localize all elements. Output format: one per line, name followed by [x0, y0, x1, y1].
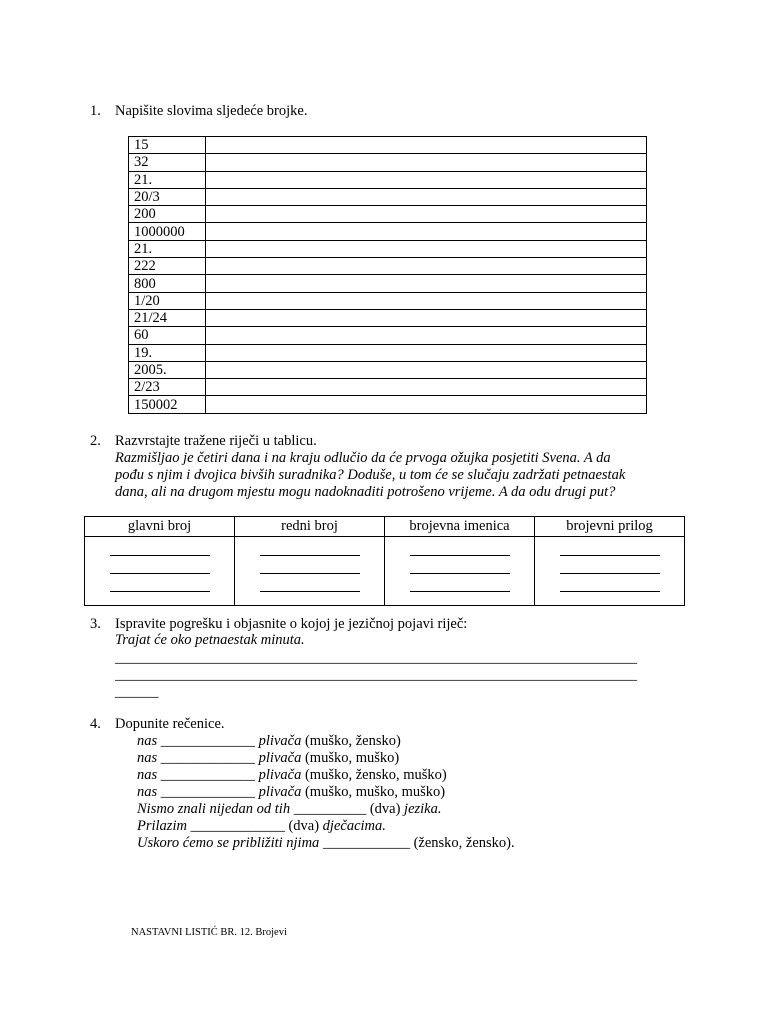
- column-header-brojevna-imenica: brojevna imenica: [385, 517, 535, 537]
- answer-cell[interactable]: [206, 188, 647, 205]
- answer-blank[interactable]: [410, 560, 510, 574]
- number-cell: 1000000: [129, 223, 206, 240]
- number-cell: 1/20: [129, 292, 206, 309]
- sentence-part: (muško, muško): [301, 750, 400, 766]
- answer-blank[interactable]: [110, 560, 210, 574]
- number-cell: 60: [129, 327, 206, 344]
- fill-in-sentence: [137, 733, 401, 750]
- answer-blank[interactable]: _____________: [157, 767, 259, 783]
- sentence-part: plivača: [258, 733, 302, 749]
- table-row: [129, 206, 647, 223]
- answer-cell[interactable]: [206, 309, 647, 326]
- number-cell: 150002: [129, 396, 206, 413]
- answer-blank[interactable]: [560, 560, 660, 574]
- table-row: [129, 344, 647, 361]
- sentence-part: Nismo znali nijedan od tih: [137, 801, 291, 817]
- answer-line[interactable]: ________________________________________________________________________: [115, 667, 637, 683]
- question-4-instruction: Dopunite rečenice.: [115, 716, 225, 732]
- number-cell: 21.: [129, 171, 206, 188]
- answer-blank[interactable]: [560, 578, 660, 592]
- table-row: [129, 188, 647, 205]
- answer-cell[interactable]: [206, 275, 647, 292]
- fill-in-sentence: [137, 750, 399, 767]
- answer-blank[interactable]: [410, 578, 510, 592]
- number-cell: 2005.: [129, 361, 206, 378]
- answer-line[interactable]: ________________________________________________________________________: [115, 650, 637, 666]
- sentence-part: jezika.: [404, 801, 442, 817]
- table-row: [129, 396, 647, 413]
- answer-cell[interactable]: [206, 171, 647, 188]
- answer-blank[interactable]: ____________ (žensko, žensko).: [319, 835, 515, 851]
- table-row: [129, 309, 647, 326]
- footer-label: NASTAVNI LISTIĆ BR. 12. Brojevi: [131, 927, 287, 938]
- sentence-part: nas: [137, 750, 158, 766]
- question-2-instruction: Razvrstajte tražene riječi u tablicu.: [115, 433, 317, 449]
- column-header-brojevni-prilog: brojevni prilog: [535, 517, 685, 537]
- answer-cell[interactable]: [85, 537, 235, 606]
- answer-blank[interactable]: [260, 578, 360, 592]
- number-cell: 32: [129, 154, 206, 171]
- fill-in-sentence: [137, 835, 515, 852]
- answer-blank[interactable]: [110, 542, 210, 556]
- question-2-text-line: pođu s njim i dvojica bivših suradnika? Doduše, u tom će se slučaju zadržati petnaestak: [115, 467, 626, 483]
- column-header-glavni-broj: glavni broj: [85, 517, 235, 537]
- answer-cell[interactable]: [206, 223, 647, 240]
- answer-blank[interactable]: [110, 578, 210, 592]
- column-header-redni-broj: redni broj: [235, 517, 385, 537]
- answer-blank[interactable]: [260, 560, 360, 574]
- number-cell: 800: [129, 275, 206, 292]
- number-cell: 21/24: [129, 309, 206, 326]
- table-row: [129, 292, 647, 309]
- question-2-text-line: Razmišljao je četiri dana i na kraju odlučio da će prvoga ožujka posjetiti Svena. A da: [115, 450, 611, 466]
- answer-cell[interactable]: [535, 537, 685, 606]
- sentence-part: nas: [137, 784, 158, 800]
- sentence-part: plivača: [258, 767, 302, 783]
- answer-cell[interactable]: [235, 537, 385, 606]
- answer-blank[interactable]: [410, 542, 510, 556]
- answer-blank[interactable]: _____________: [157, 784, 259, 800]
- answer-cell[interactable]: [206, 258, 647, 275]
- fill-in-sentence: [137, 767, 447, 784]
- question-1-instruction: Napišite slovima sljedeće brojke.: [115, 103, 308, 119]
- answer-blank[interactable]: [260, 542, 360, 556]
- sentence-part: Prilazim: [137, 818, 187, 834]
- number-cell: 2/23: [129, 379, 206, 396]
- sentence-part: plivača: [258, 784, 302, 800]
- table-row: [129, 361, 647, 378]
- answer-cell[interactable]: [206, 137, 647, 154]
- table-row: [129, 275, 647, 292]
- table-row: [129, 223, 647, 240]
- question-3-number: 3.: [90, 616, 101, 632]
- answer-line[interactable]: ______: [115, 684, 159, 700]
- classification-table: [84, 516, 685, 606]
- sentence-part: Uskoro ćemo se približiti njima: [137, 835, 320, 851]
- question-1-number: 1.: [90, 103, 101, 119]
- answer-blank[interactable]: _____________: [157, 750, 259, 766]
- table-row: [129, 258, 647, 275]
- answer-cell[interactable]: [206, 206, 647, 223]
- sentence-part: plivača: [258, 750, 302, 766]
- table-row: [129, 379, 647, 396]
- sentence-part: nas: [137, 733, 158, 749]
- answer-cell[interactable]: [385, 537, 535, 606]
- sentence-part: dječacima.: [322, 818, 386, 834]
- sentence-part: (muško, žensko, muško): [301, 767, 447, 783]
- number-cell: 20/3: [129, 188, 206, 205]
- numbers-table: [128, 136, 647, 414]
- table-row: [129, 240, 647, 257]
- question-4-number: 4.: [90, 716, 101, 732]
- answer-cell[interactable]: [206, 344, 647, 361]
- answer-blank[interactable]: _____________ (dva): [186, 818, 323, 834]
- sentence-part: nas: [137, 767, 158, 783]
- number-cell: 21.: [129, 240, 206, 257]
- answer-cell[interactable]: [206, 327, 647, 344]
- table-row: [129, 137, 647, 154]
- number-cell: 222: [129, 258, 206, 275]
- question-3-sentence: Trajat će oko petnaestak minuta.: [115, 632, 305, 648]
- answer-cell[interactable]: [206, 379, 647, 396]
- fill-in-sentence: [137, 801, 442, 818]
- fill-in-sentence: [137, 818, 386, 835]
- number-cell: 200: [129, 206, 206, 223]
- number-cell: 15: [129, 137, 206, 154]
- answer-cell[interactable]: [206, 361, 647, 378]
- table-row: [129, 171, 647, 188]
- sentence-part: (muško, muško, muško): [301, 784, 446, 800]
- answer-blank[interactable]: [560, 542, 660, 556]
- answer-blank[interactable]: _____________: [157, 733, 259, 749]
- question-3-instruction: Ispravite pogrešku i objasnite o kojoj je jezičnoj pojavi riječ:: [115, 616, 468, 632]
- question-2-text-line: dana, ali na drugom mjestu mogu nadoknaditi potrošeno vrijeme. A da odu drugi put?: [115, 484, 616, 500]
- answer-blank[interactable]: __________ (dva): [290, 801, 405, 817]
- answer-cell[interactable]: [206, 240, 647, 257]
- fill-in-sentence: [137, 784, 445, 801]
- table-row: [129, 327, 647, 344]
- sentence-part: (muško, žensko): [301, 733, 401, 749]
- answer-cell[interactable]: [206, 396, 647, 413]
- answer-cell[interactable]: [206, 154, 647, 171]
- question-2-number: 2.: [90, 433, 101, 449]
- answer-cell[interactable]: [206, 292, 647, 309]
- table-row: [129, 154, 647, 171]
- number-cell: 19.: [129, 344, 206, 361]
